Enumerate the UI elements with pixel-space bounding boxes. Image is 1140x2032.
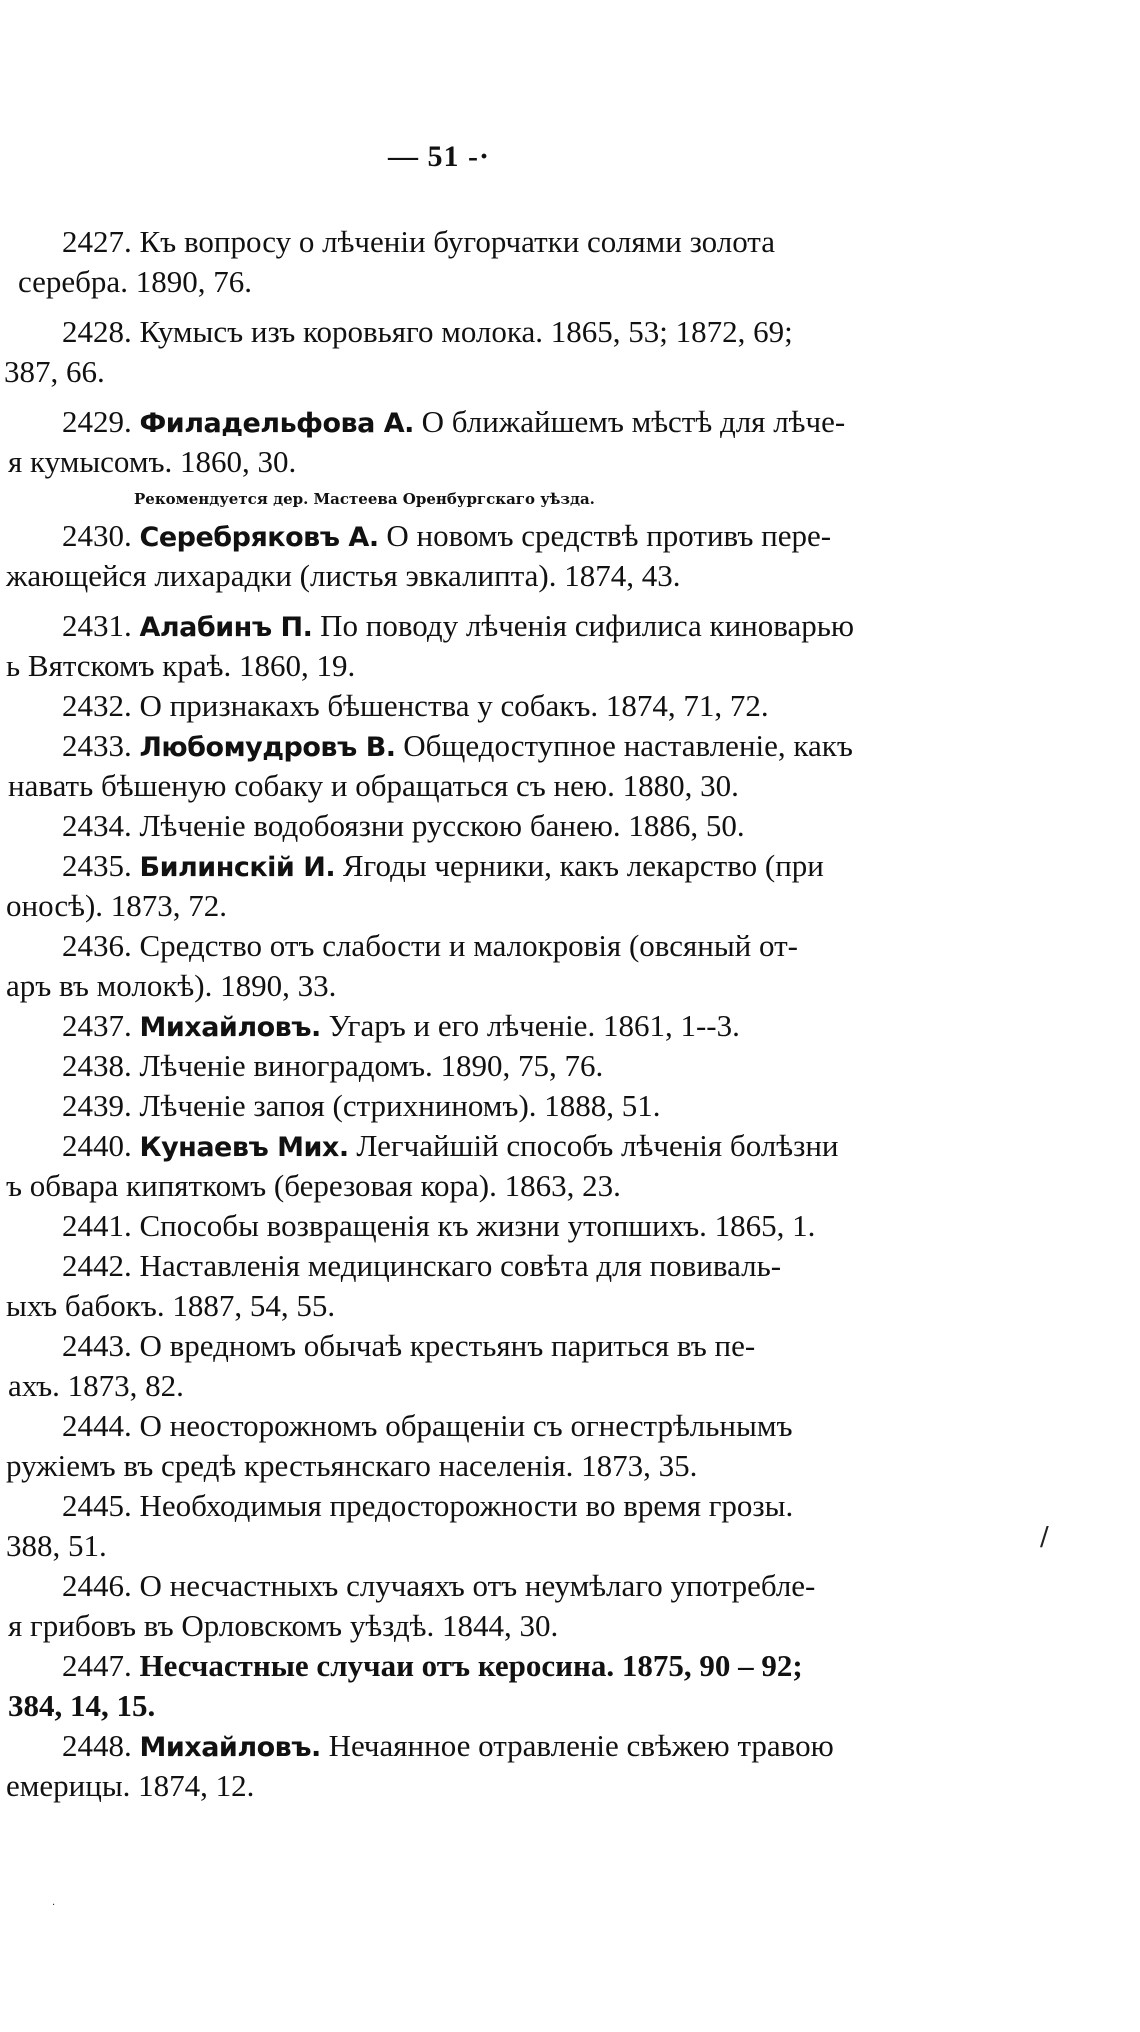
entry-author: Серебряковъ А. <box>139 522 379 553</box>
entry-2440 <box>0 1126 1140 1206</box>
entry-title: О ближайшемъ мѣстѣ для лѣче- <box>421 404 846 439</box>
bibliography-list <box>0 222 1140 1806</box>
entry-title: Нечаянное отравленіе свѣжею травою <box>328 1728 834 1763</box>
entry-title: Наставленія медицинскаго совѣта для повиваль- <box>139 1248 782 1283</box>
entry-continuation: ыхъ бабокъ. 1887, 54, 55. <box>6 1288 336 1323</box>
entry-number: 2440. <box>62 1128 132 1163</box>
entry-number: 2437. <box>62 1008 132 1043</box>
entry-author: Михайловъ. <box>139 1012 321 1043</box>
entry-2435 <box>0 846 1140 926</box>
entry-continuation: аръ въ молокѣ). 1890, 33. <box>6 968 337 1003</box>
entry-2428 <box>0 312 1140 392</box>
entry-title: Средство отъ слабости и малокровія (овсяный от- <box>139 928 798 963</box>
entry-continuation: 387, 66. <box>4 354 105 389</box>
entry-title: Легчайшій способъ лѣченія болѣзни <box>356 1128 839 1163</box>
entry-continuation: 388, 51. <box>6 1528 107 1563</box>
entry-number: 2434. <box>62 808 132 843</box>
entry-continuation: ахъ. 1873, 82. <box>8 1368 184 1403</box>
entry-title: Кумысъ изъ коровьяго молока. 1865, 53; 1872, 69; <box>139 314 793 349</box>
entry-title: Лѣченіе запоя (стрихниномъ). 1888, 51. <box>139 1088 661 1123</box>
entry-number: 2442. <box>62 1248 132 1283</box>
entry-2448 <box>0 1726 1140 1806</box>
entry-number: 2444. <box>62 1408 132 1443</box>
scan-speck: · <box>52 1900 56 1911</box>
entry-continuation: я грибовъ въ Орловскомъ уѣздѣ. 1844, 30. <box>8 1608 559 1643</box>
entry-continuation: навать бѣшеную собаку и обращаться съ нею. 1880, 30. <box>8 768 739 803</box>
entry-title: Лѣченіе виноградомъ. 1890, 75, 76. <box>139 1048 604 1083</box>
entry-author: Алабинъ П. <box>139 612 313 643</box>
entry-continuation: ь Вятскомъ краѣ. 1860, 19. <box>6 648 356 683</box>
entry-title: О несчастныхъ случаяхъ отъ неумѣлаго употребле- <box>139 1568 816 1603</box>
entry-title: О вредномъ обычаѣ крестьянъ париться въ пе- <box>139 1328 756 1363</box>
entry-2442 <box>0 1246 1140 1326</box>
entry-2441 <box>0 1206 1140 1246</box>
entry-2433 <box>0 726 1140 806</box>
entry-2443 <box>0 1326 1140 1406</box>
entry-2436 <box>0 926 1140 1006</box>
entry-continuation: ружіемъ въ средѣ крестьянскаго населенія. 1873, 35. <box>6 1448 698 1483</box>
entry-author: Филадельфова А. <box>139 408 414 439</box>
entry-number: 2430. <box>62 518 132 553</box>
entry-2447 <box>0 1646 1140 1726</box>
entry-number: 2441. <box>62 1208 132 1243</box>
entry-number: 2448. <box>62 1728 132 1763</box>
entry-author: Кунаевъ Мих. <box>139 1132 349 1163</box>
entry-number: 2431. <box>62 608 132 643</box>
entry-number: 2433. <box>62 728 132 763</box>
entry-author: Билинскій И. <box>139 852 336 883</box>
entry-2439 <box>0 1086 1140 1126</box>
entry-2429 <box>0 402 1140 516</box>
entry-number: 2438. <box>62 1048 132 1083</box>
entry-number: 2447. <box>62 1648 132 1683</box>
entry-continuation: ъ обвара кипяткомъ (березовая кора). 1863, 23. <box>6 1168 621 1203</box>
entry-2427 <box>0 222 1140 302</box>
entry-continuation: я кумысомъ. 1860, 30. <box>8 444 297 479</box>
page-number: — 51 -· <box>388 140 490 173</box>
entry-note: Рекомендуется дер. Мастеева Оренбургскаго уѣзда. <box>134 490 595 508</box>
entry-title: Къ вопросу о лѣченіи бугорчатки солями золота <box>139 224 775 259</box>
entry-author: Михайловъ. <box>139 1732 321 1763</box>
entry-author: Любомудровъ В. <box>139 732 396 763</box>
entry-number: 2436. <box>62 928 132 963</box>
scan-speck: / <box>1040 1522 1049 1552</box>
entry-title: Общедоступное наставленіе, какъ <box>403 728 853 763</box>
entry-number: 2439. <box>62 1088 132 1123</box>
entry-2430 <box>0 516 1140 596</box>
entry-title: Ягоды черники, какъ лекарство (при <box>342 848 824 883</box>
entry-number: 2427. <box>62 224 132 259</box>
entry-title: По поводу лѣченія сифилиса киноварью <box>320 608 855 643</box>
entry-continuation: емерицы. 1874, 12. <box>6 1768 255 1803</box>
entry-2432 <box>0 686 1140 726</box>
entry-2431 <box>0 606 1140 686</box>
entry-title: О признакахъ бѣшенства у собакъ. 1874, 71, 72. <box>139 688 769 723</box>
entry-title: О новомъ средствѣ противъ пере- <box>386 518 832 553</box>
entry-title: Способы возвращенія къ жизни утопшихъ. 1865, 1. <box>139 1208 816 1243</box>
entry-number: 2428. <box>62 314 132 349</box>
entry-continuation: серебра. 1890, 76. <box>18 264 252 299</box>
entry-number: 2432. <box>62 688 132 723</box>
entry-title: О неосторожномъ обращеніи съ огнестрѣльнымъ <box>139 1408 793 1443</box>
entry-title: Угаръ и его лѣченіе. 1861, 1--3. <box>328 1008 740 1043</box>
entry-number: 2445. <box>62 1488 132 1523</box>
entry-number: 2429. <box>62 404 132 439</box>
entry-2445 <box>0 1486 1140 1566</box>
entry-2434 <box>0 806 1140 846</box>
entry-2444 <box>0 1406 1140 1486</box>
entry-continuation: жающейся лихарадки (листья эвкалипта). 1874, 43. <box>6 558 681 593</box>
entry-continuation: 384, 14, 15. <box>8 1688 156 1723</box>
entry-number: 2435. <box>62 848 132 883</box>
entry-title: Несчастные случаи отъ керосина. 1875, 90 – 92; <box>139 1648 803 1683</box>
entry-title: Лѣченіе водобоязни русскою банею. 1886, 50. <box>139 808 745 843</box>
entry-2437 <box>0 1006 1140 1046</box>
entry-continuation: оносѣ). 1873, 72. <box>6 888 228 923</box>
entry-number: 2443. <box>62 1328 132 1363</box>
entry-number: 2446. <box>62 1568 132 1603</box>
entry-title: Необходимыя предосторожности во время грозы. <box>139 1488 794 1523</box>
entry-2446 <box>0 1566 1140 1646</box>
entry-2438 <box>0 1046 1140 1086</box>
